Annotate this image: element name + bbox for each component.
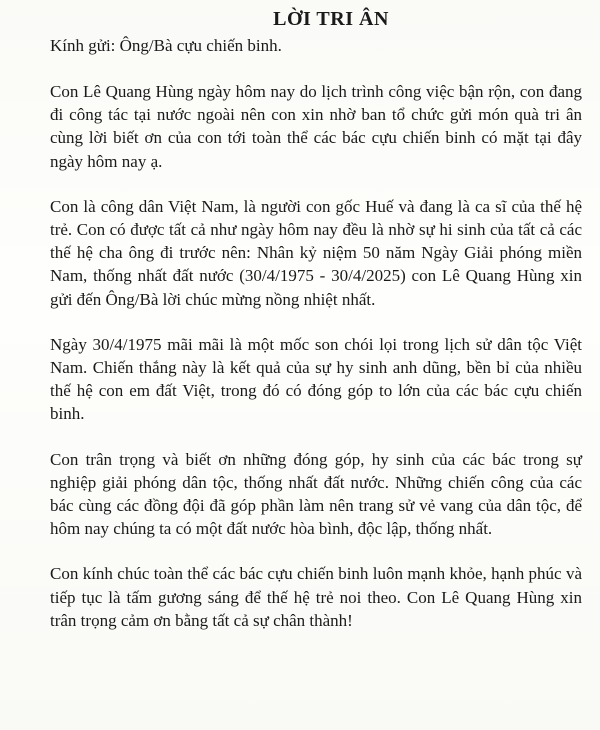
letter-greeting: Kính gửi: Ông/Bà cựu chiến binh.	[50, 36, 282, 55]
letter-paragraph-4: Con trân trọng và biết ơn những đóng góp, hy sinh của các bác trong sự nghiệp giải phóng dân tộc, thống nhất đất nước. Những chiến công của các bác cùng các đồng đội đã góp phần làm nên trang sử vẻ vang của dân tộc, để hôm nay chúng ta có một đất nước hòa bình, độc lập, thống nhất.	[50, 449, 582, 539]
letter-paragraph-1: Con Lê Quang Hùng ngày hôm nay do lịch trình công việc bận rộn, con đang đi công tác tại nước ngoài nên con xin nhờ ban tổ chức gửi món quà tri ân cùng lời biết ơn của con tới toàn thể các bác cựu chiến binh có mặt tại đây ngày hôm nay ạ.	[50, 82, 582, 171]
letter-paragraph-5: Con kính chúc toàn thể các bác cựu chiến binh luôn mạnh khỏe, hạnh phúc và tiếp tục là tấm gương sáng để thế hệ trẻ noi theo. Con Lê Quang Hùng xin trân trọng cảm ơn bằng tất cả sự chân thành!	[50, 564, 582, 630]
letter-paragraph-2: Con là công dân Việt Nam, là người con gốc Huế và đang là ca sĩ của thế hệ trẻ. Con có được tất cả như ngày hôm nay đều là nhờ sự hi sinh của tất cả các thế hệ cha ông đi trước nên: Nhân kỷ niệm 50 năm Ngày Giải phóng miền Nam, thống nhất đất nước (30/4/1975 - 30/4/2025) con Lê Quang Hùng xin gửi đến Ông/Bà lời chúc mừng nồng nhiệt nhất.	[50, 196, 582, 309]
letter-paragraph-3: Ngày 30/4/1975 mãi mãi là một mốc son chói lọi trong lịch sử dân tộc Việt Nam. Chiến thắng này là kết quả của sự hy sinh anh dũng, bền bỉ của nhiều thế hệ con em đất Việt, trong đó có đóng góp to lớn của các bác cựu chiến binh.	[50, 334, 582, 424]
letter-title: LỜI TRI ÂN	[273, 8, 389, 30]
